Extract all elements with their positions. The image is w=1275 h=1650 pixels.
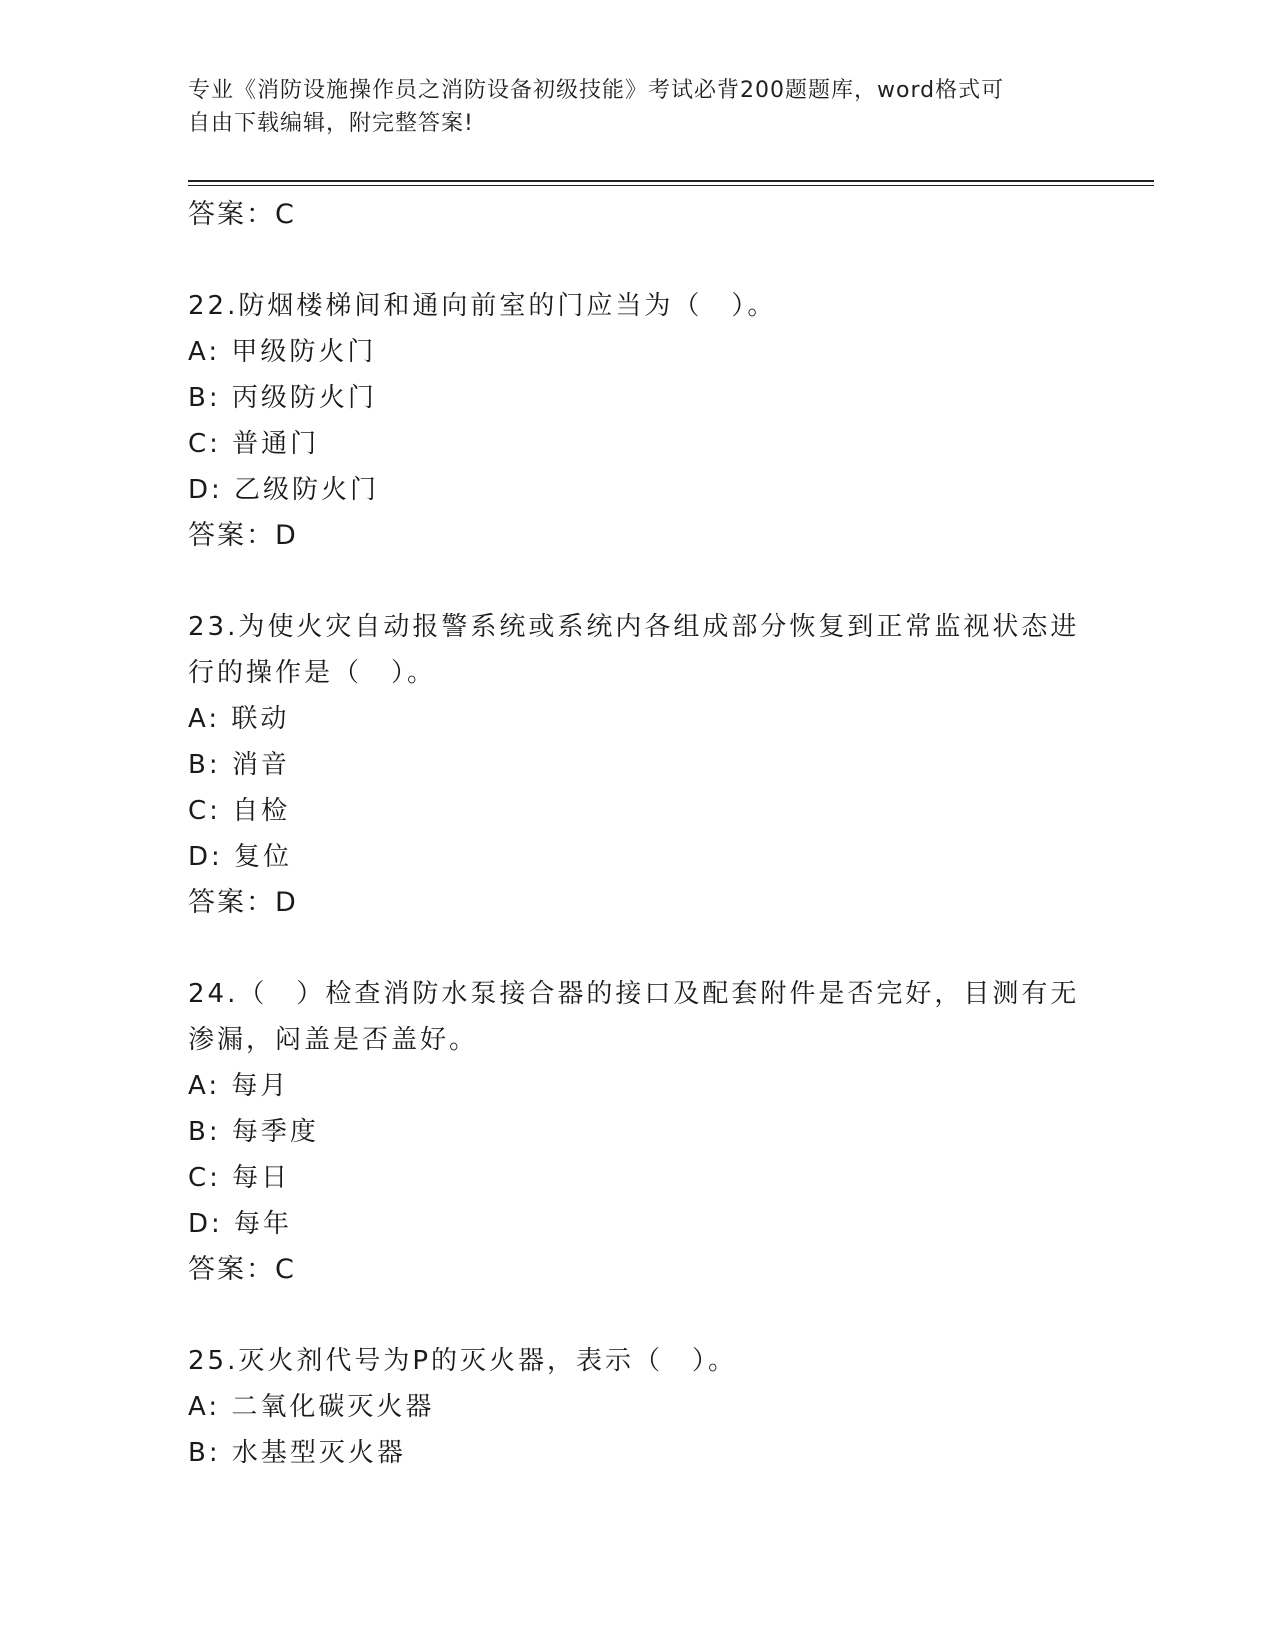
question-text-continued: 行的操作是（ ）。: [188, 658, 437, 688]
header-line-1: 专业《消防设施操作员之消防设备初级技能》考试必背200题题库，word格式可: [188, 78, 1005, 103]
question-text-continued: 渗漏，闷盖是否盖好。: [188, 1025, 479, 1055]
option-d: D: 每年: [188, 1209, 293, 1239]
option-a: A: 甲级防火门: [188, 337, 377, 367]
question-block: [188, 604, 1088, 926]
answer-line: 答案：C: [188, 1254, 296, 1285]
option-b: B: 消音: [188, 750, 290, 780]
answer-line: 答案：D: [188, 887, 298, 918]
header-rule-thin: [188, 185, 1154, 186]
question-block: [188, 1338, 1088, 1476]
question-content: [188, 192, 1088, 1476]
document-header: [188, 74, 1088, 140]
question-text: 24.（ ）检查消防水泵接合器的接口及配套附件是否完好，目测有无: [188, 979, 1080, 1009]
question-text: 23.为使火灾自动报警系统或系统内各组成部分恢复到正常监视状态进: [188, 612, 1080, 642]
option-c: C: 普通门: [188, 429, 320, 459]
question-text: 22.防烟楼梯间和通向前室的门应当为（ ）。: [188, 291, 777, 321]
answer-line: 答案：C: [188, 199, 296, 230]
option-a: A: 每月: [188, 1071, 290, 1101]
option-b: B: 水基型灭火器: [188, 1438, 406, 1468]
question-block: [188, 283, 1088, 559]
question-block: [188, 971, 1088, 1293]
option-b: B: 每季度: [188, 1117, 319, 1147]
option-b: B: 丙级防火门: [188, 383, 377, 413]
option-a: A: 联动: [188, 704, 290, 734]
option-a: A: 二氧化碳灭火器: [188, 1392, 435, 1422]
option-d: D: 复位: [188, 842, 293, 872]
option-c: C: 每日: [188, 1163, 291, 1193]
option-c: C: 自检: [188, 796, 291, 826]
header-rule-thick: [188, 180, 1154, 182]
answer-line: 答案：D: [188, 520, 298, 551]
option-d: D: 乙级防火门: [188, 475, 380, 505]
question-text: 25.灭火剂代号为P的灭火器，表示（ ）。: [188, 1346, 738, 1376]
header-line-2: 自由下载编辑，附完整答案!: [188, 111, 474, 136]
